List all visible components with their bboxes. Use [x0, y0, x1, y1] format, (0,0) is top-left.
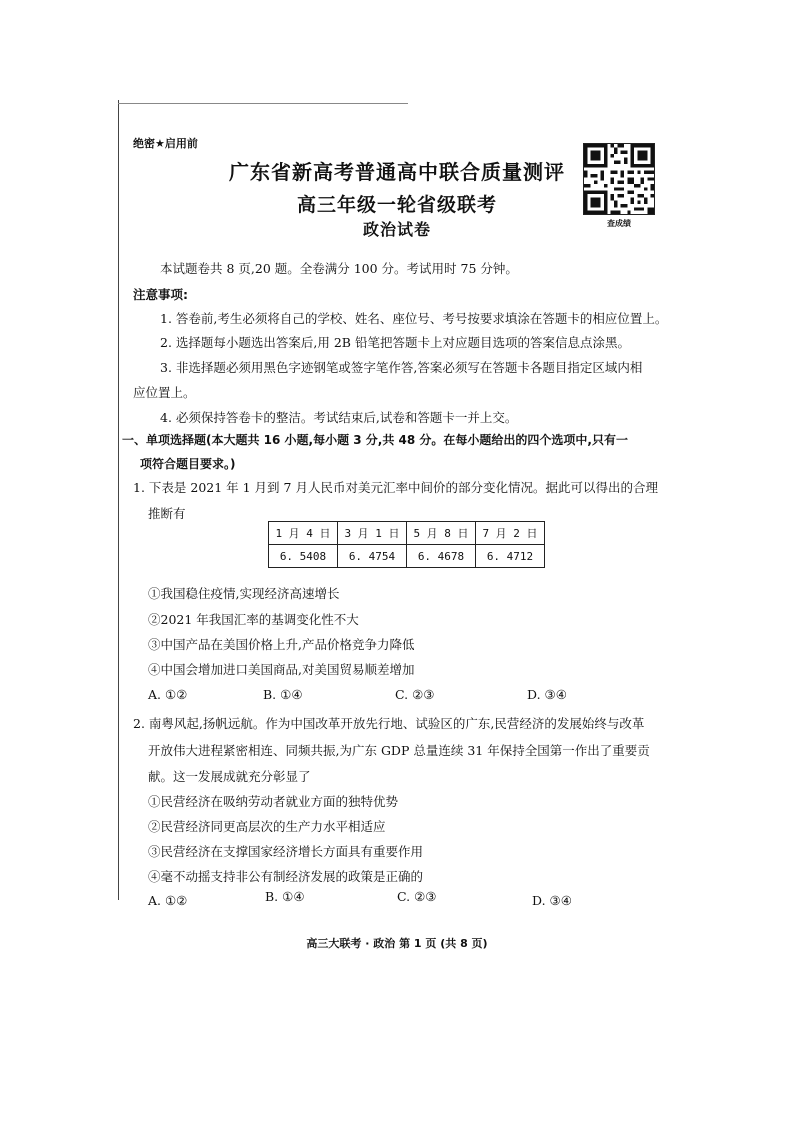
q2-option: ②民营经济同更高层次的生产力水平相适应 — [148, 819, 386, 834]
qr-caption: 查成绩 — [607, 219, 631, 228]
section-heading-cont: 项符合题目要求。) — [140, 457, 236, 471]
q2-stem-cont: 开放伟大进程紧密相连、同频共振,为广东 GDP 总量连续 31 年保持全国第一作出了重要贡 — [148, 743, 650, 758]
top-rule — [118, 103, 408, 104]
table-cell: 6. 4754 — [338, 545, 407, 568]
q2-option: ④毫不动摇支持非公有制经济发展的政策是正确的 — [148, 869, 424, 884]
q2-option: ①民营经济在吸纳劳动者就业方面的独特优势 — [148, 794, 399, 809]
table-header-cell: 1 月 4 日 — [269, 522, 338, 545]
note-item: 4. 必须保持答卷卡的整洁。考试结束后,试卷和答题卡一并上交。 — [160, 410, 518, 425]
exam-subject: 政治试卷 — [362, 220, 431, 239]
q1-option: ②2021 年我国汇率的基调变化性不大 — [148, 612, 359, 627]
q1-option: ①我国稳住疫情,实现经济高速增长 — [148, 586, 340, 601]
exam-title: 广东省新高考普通高中联合质量测评 — [229, 160, 565, 184]
q2-stem-cont: 献。这一发展成就充分彰显了 — [148, 769, 311, 784]
q1-option: ④中国会增加进口美国商品,对美国贸易顺差增加 — [148, 662, 415, 677]
qr-code-icon[interactable] — [583, 143, 655, 215]
q2-answer-a[interactable]: A. ①② — [148, 893, 188, 908]
notes-heading: 注意事项: — [133, 287, 188, 302]
q1-answer-c[interactable]: C. ②③ — [395, 687, 435, 702]
table-row — [269, 545, 545, 568]
q1-option: ③中国产品在美国价格上升,产品价格竞争力降低 — [148, 637, 415, 652]
q2-option: ③民营经济在支撑国家经济增长方面具有重要作用 — [148, 844, 424, 859]
note-item: 1. 答卷前,考生必须将自己的学校、姓名、座位号、考号按要求填涂在答题卡的相应位置上。 — [160, 311, 668, 326]
note-item: 应位置上。 — [133, 385, 196, 400]
q1-stem-cont: 推断有 — [148, 506, 186, 521]
table-cell: 6. 5408 — [269, 545, 338, 568]
note-item: 2. 选择题每小题选出答案后,用 2B 铅笔把答题卡上对应题目选项的答案信息点涂黑。 — [160, 335, 630, 350]
table-header-cell: 5 月 8 日 — [407, 522, 476, 545]
section-heading: 一、单项选择题(本大题共 16 小题,每小题 3 分,共 48 分。在每小题给出的四个选项中,只有一 — [122, 433, 628, 447]
exam-intro: 本试题卷共 8 页,20 题。全卷满分 100 分。考试用时 75 分钟。 — [160, 261, 518, 276]
q1-answer-b[interactable]: B. ①④ — [263, 687, 303, 702]
secret-label: 绝密★启用前 — [133, 137, 198, 150]
table-header-cell: 3 月 1 日 — [338, 522, 407, 545]
table-cell: 6. 4712 — [476, 545, 545, 568]
exchange-rate-table — [268, 521, 545, 568]
table-cell: 6. 4678 — [407, 545, 476, 568]
table-header-row — [269, 522, 545, 545]
q2-answer-b[interactable]: B. ①④ — [265, 889, 305, 904]
q2-stem: 2. 南粤风起,扬帆远航。作为中国改革开放先行地、试验区的广东,民营经济的发展始终与改革 — [133, 716, 645, 731]
exam-subtitle: 高三年级一轮省级联考 — [296, 194, 497, 216]
table-header-cell: 7 月 2 日 — [476, 522, 545, 545]
q1-stem: 1. 下表是 2021 年 1 月到 7 月人民币对美元汇率中间价的部分变化情况。据此可以得出的合理 — [133, 480, 658, 495]
q2-answer-c[interactable]: C. ②③ — [397, 889, 437, 904]
q1-answer-a[interactable]: A. ①② — [148, 687, 188, 702]
page-footer: 高三大联考 · 政治 第 1 页 (共 8 页) — [306, 937, 488, 950]
q2-answer-d[interactable]: D. ③④ — [532, 893, 572, 908]
q1-answer-d[interactable]: D. ③④ — [527, 687, 567, 702]
note-item: 3. 非选择题必须用黑色字迹钢笔或签字笔作答,答案必须写在答题卡各题目指定区域内相 — [160, 360, 643, 375]
